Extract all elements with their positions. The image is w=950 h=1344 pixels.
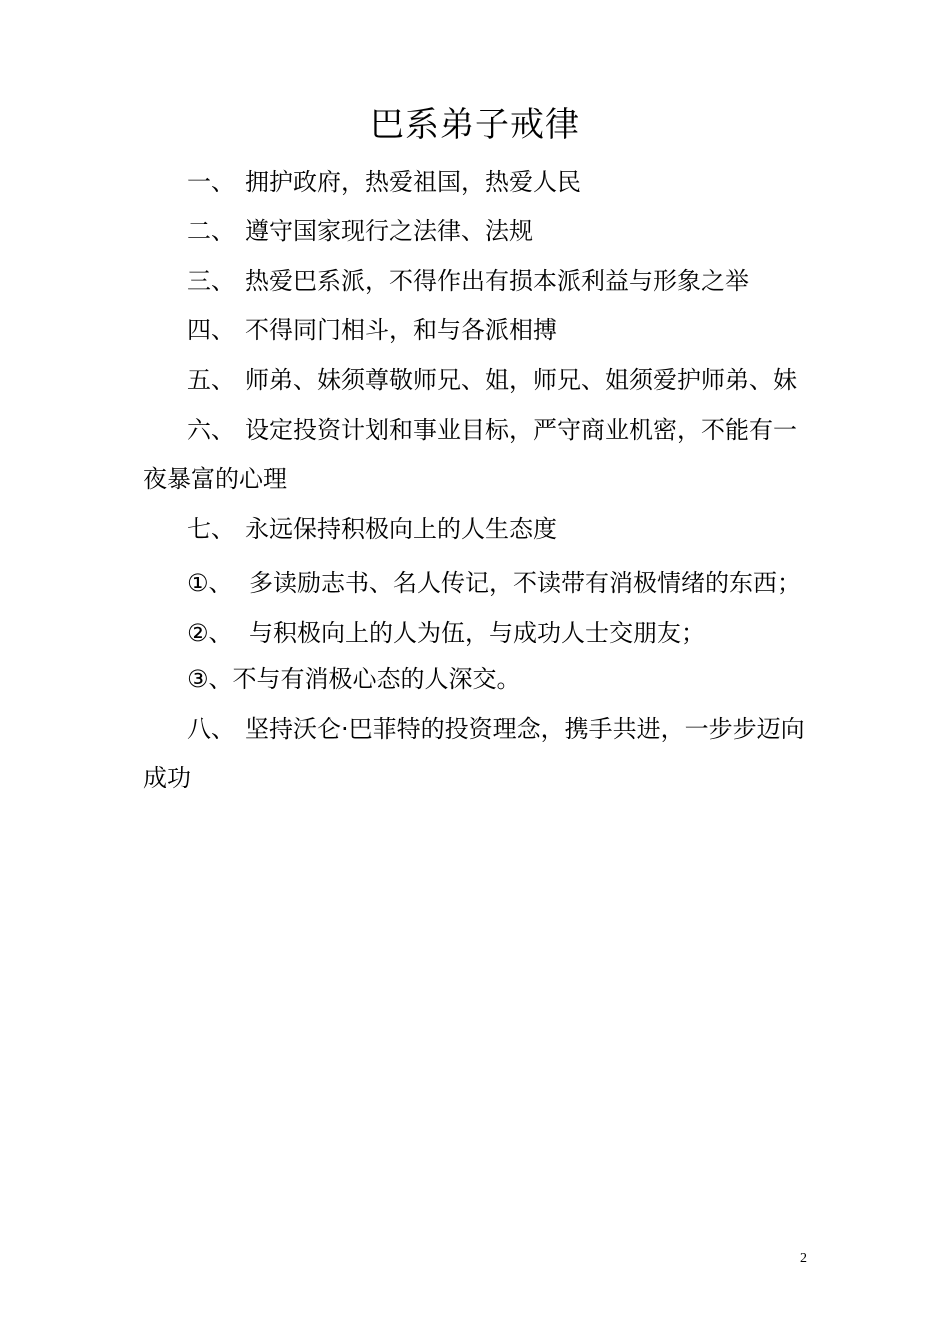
rule-item-6 [187, 414, 867, 446]
rule-number: 三、 [187, 267, 235, 295]
sub-item-number: ③、 [187, 665, 233, 693]
page-number: 2 [800, 1251, 807, 1266]
sub-item-text: 不与有消极心态的人深交。 [232, 665, 521, 693]
rule-number: 六、 [187, 416, 235, 444]
rule-text: 遵守国家现行之法律、法规 [245, 217, 533, 245]
rule-text: 永远保持积极向上的人生态度 [245, 515, 557, 543]
rule-item-5 [187, 364, 867, 396]
rule-item-2 [187, 215, 867, 247]
document-title: 巴系弟子戒律 [370, 105, 580, 145]
sub-item-text: 与积极向上的人为伍，与成功人士交朋友； [249, 619, 705, 647]
rule-number: 七、 [187, 515, 235, 543]
rule-text: 拥护政府，热爱祖国，热爱人民 [245, 168, 581, 196]
sub-item-number: ②、 [187, 619, 233, 647]
sub-item-3 [187, 663, 867, 695]
rule-item-8 [187, 713, 867, 745]
rule-item-1 [187, 166, 867, 198]
rule-text: 不得同门相斗，和与各派相搏 [245, 316, 557, 344]
rule-text: 师弟、妹须尊敬师兄、姐，师兄、姐须爱护师弟、妹 [245, 366, 797, 394]
rule-text: 坚持沃仑·巴菲特的投资理念，携手共进，一步步迈向 [245, 715, 805, 743]
rule-item-4 [187, 314, 867, 346]
sub-item-1 [187, 567, 867, 599]
rule-number: 四、 [187, 316, 235, 344]
rule-item-8-continuation: 成功 [143, 764, 191, 792]
sub-item-text: 多读励志书、名人传记，不读带有消极情绪的东西； [249, 569, 801, 597]
rule-number: 八、 [187, 715, 235, 743]
sub-item-number: ①、 [187, 569, 233, 597]
rule-number: 一、 [187, 168, 235, 196]
rule-number: 五、 [187, 366, 235, 394]
rule-text: 热爱巴系派，不得作出有损本派利益与形象之举 [245, 267, 749, 295]
sub-item-2 [187, 617, 867, 649]
rule-text: 设定投资计划和事业目标，严守商业机密，不能有一 [245, 416, 797, 444]
rule-number: 二、 [187, 217, 235, 245]
rule-item-6-continuation: 夜暴富的心理 [143, 465, 287, 493]
rule-item-3 [187, 265, 867, 297]
rule-item-7 [187, 513, 867, 545]
